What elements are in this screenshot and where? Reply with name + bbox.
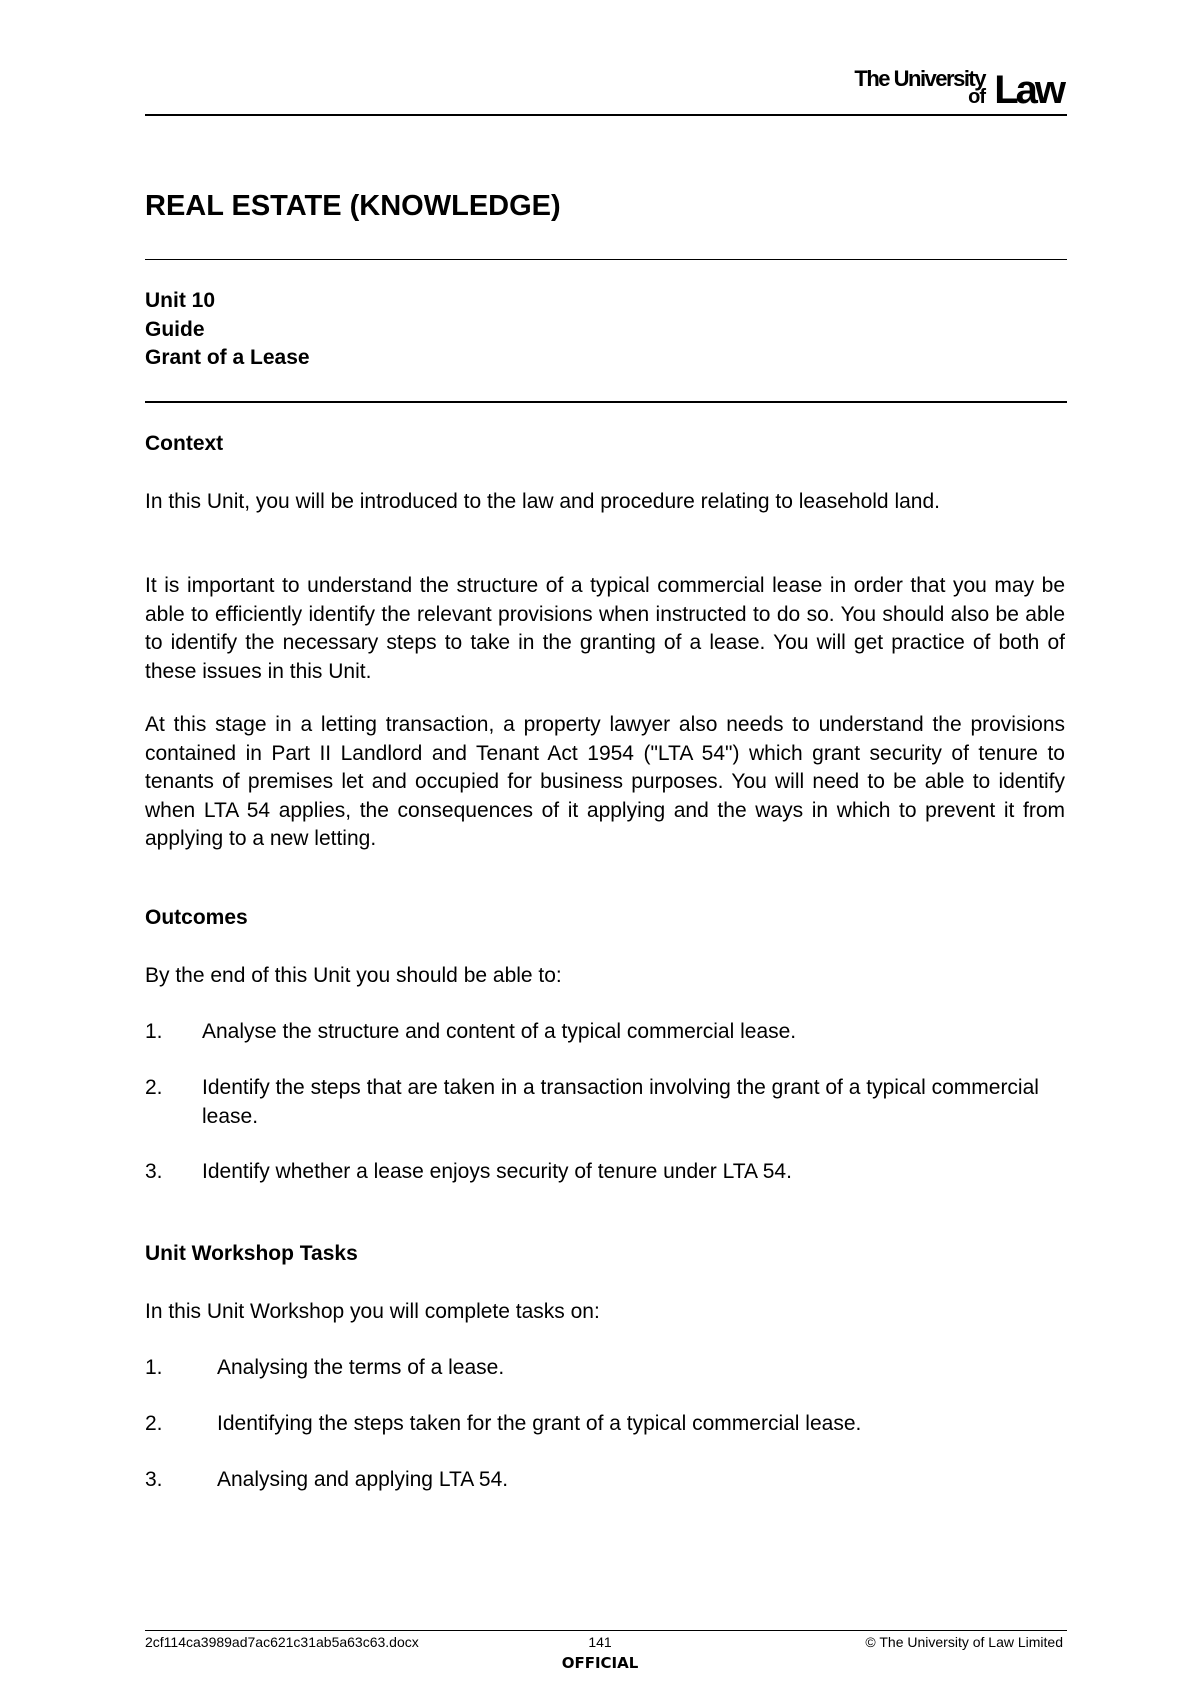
outcomes-heading: Outcomes	[145, 906, 248, 929]
workshop-heading: Unit Workshop Tasks	[145, 1242, 358, 1265]
outcome-item-text: Identify the steps that are taken in a transaction involving the grant of a typical commercial lease.	[202, 1076, 1039, 1128]
workshop-item-text: Analysing the terms of a lease.	[217, 1356, 505, 1379]
unit-number: Unit 10	[145, 289, 216, 312]
workshop-item	[145, 1410, 1065, 1439]
footer-divider	[145, 1630, 1067, 1631]
outcome-item-text: Analyse the structure and content of a typical commercial lease.	[202, 1020, 797, 1043]
outcome-item	[145, 1158, 1065, 1187]
outcome-item-number: 1.	[145, 1020, 163, 1043]
footer-classification: OFFICIAL	[561, 1654, 639, 1672]
context-heading: Context	[145, 432, 224, 455]
outcome-item	[145, 1074, 1065, 1131]
workshop-intro: In this Unit Workshop you will complete tasks on:	[145, 1300, 600, 1323]
outcomes-intro: By the end of this Unit you should be able to:	[145, 964, 562, 987]
document-title: REAL ESTATE (KNOWLEDGE)	[145, 190, 561, 222]
context-paragraph-1: In this Unit, you will be introduced to the law and procedure relating to leasehold land.	[145, 490, 940, 513]
workshop-item-text: Analysing and applying LTA 54.	[217, 1468, 509, 1491]
unit-info	[145, 287, 310, 373]
workshop-item-text: Identifying the steps taken for the grant of a typical commercial lease.	[217, 1412, 862, 1435]
context-paragraph-2: It is important to understand the structure of a typical commercial lease in order that you may be able to efficiently identify the relevant provisions when instructed to do so. You should also be able to identify the necessary steps to take in the granting of a lease. You will get practice of both of these issues in this Unit.	[145, 574, 1065, 683]
workshop-item-number: 1.	[145, 1356, 163, 1379]
workshop-item	[145, 1354, 1065, 1383]
logo-line-law: Law	[994, 68, 1063, 112]
footer-page-number: 141	[588, 1634, 612, 1650]
workshop-item-number: 3.	[145, 1468, 163, 1491]
logo-line-of: of	[968, 86, 985, 108]
footer-copyright: © The University of Law Limited	[865, 1634, 1063, 1650]
workshop-item-number: 2.	[145, 1412, 163, 1435]
unit-subtitle: Grant of a Lease	[145, 346, 310, 369]
footer-filename: 2cf114ca3989ad7ac621c31ab5a63c63.docx	[145, 1634, 419, 1650]
unit-guide-label: Guide	[145, 317, 205, 341]
header-divider	[145, 114, 1067, 116]
university-of-law-logo	[853, 64, 1063, 112]
context-paragraph-3: At this stage in a letting transaction, a property lawyer also needs to understand the provisions contained in Part II Landlord and Tenant Act 1954 ("LTA 54") which grant security of tenure to tenants of premises let and occupied for business purposes. You will need to be able to identify when LTA 54 applies, the consequences of it applying and the ways in which to prevent it from applying to a new letting.	[145, 713, 1065, 850]
outcome-item	[145, 1018, 1065, 1047]
title-divider	[145, 259, 1067, 260]
outcome-item-number: 3.	[145, 1160, 163, 1183]
outcome-item-text: Identify whether a lease enjoys security of tenure under LTA 54.	[202, 1160, 792, 1183]
logo-line-university: The University	[854, 66, 985, 91]
outcome-item-number: 2.	[145, 1076, 163, 1099]
workshop-item	[145, 1466, 1065, 1495]
unit-divider	[145, 401, 1067, 403]
